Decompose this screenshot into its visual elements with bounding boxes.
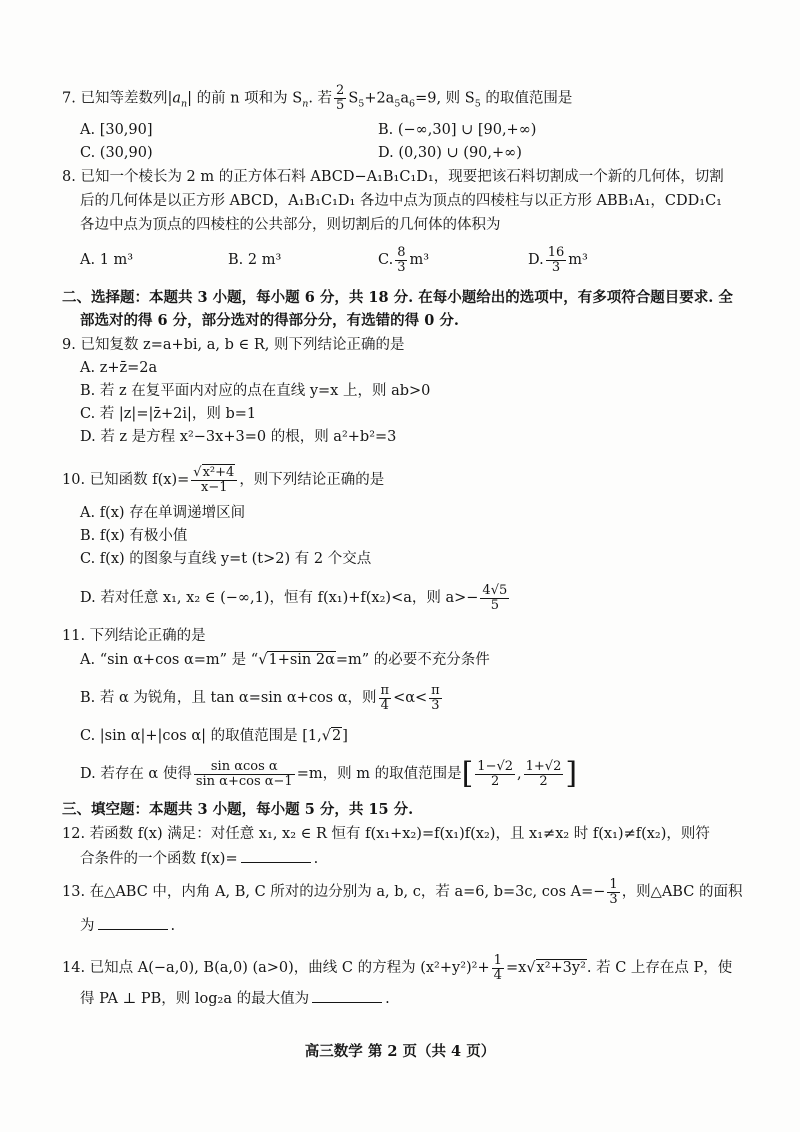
q11-option-a: A. “sin α+cos α=m” 是 “√1+sin 2α=m” 的必要不充分条件 xyxy=(80,652,490,668)
q12-stem-line2: 合条件的一个函数 f(x)= . xyxy=(80,848,318,869)
section3-heading: 三、填空题：本题共 3 小题，每小题 5 分，共 15 分. xyxy=(62,801,414,818)
q10-option-c: C. f(x) 的图象与直线 y=t (t>2) 有 2 个交点 xyxy=(80,551,372,567)
q9-option-b: B. 若 z 在复平面内对应的点在直线 y=x 上，则 ab>0 xyxy=(80,383,431,399)
q10-option-a: A. f(x) 存在单调递增区间 xyxy=(80,505,246,521)
section2-heading: 二、选择题：本题共 3 小题，每小题 6 分，共 18 分. 在每小题给出的选项中，有多项符合题目要求. 全 xyxy=(62,289,733,306)
q11-stem: 11. 下列结论正确的是 xyxy=(62,628,206,644)
q8-stem-line2: 后的几何体是以正方形 ABCD，A₁B₁C₁D₁ 各边中点为顶点的四棱柱与以正方形 ABB₁A₁，CDD₁C₁ xyxy=(80,193,722,209)
q10-option-b: B. f(x) 有极小值 xyxy=(80,528,188,544)
q13-stem-line1: 13. 在△ABC 中，内角 A, B, C 所对的边分别为 a, b, c，若 a=6, b=3c, cos A=− $\frac{1}{3}$ ，则△ABC 的面积 xyxy=(62,876,743,907)
q7-stem: 7. 已知等差数列$|a_n|$ 的前 n 项和为 $S_n$. 若 $\frac{2}{5}$ $S_5+2a_5a_6=9$, 则 $S_5$ 的取值范围是 xyxy=(62,83,573,113)
q7-option-c: C. (30,90) xyxy=(80,145,153,161)
q13-stem-line2: 为 . xyxy=(80,915,175,936)
q8-option-d: D. $\frac{16}{3}$ m³ xyxy=(528,244,588,275)
q8-stem-line3: 各边中点为顶点的四棱柱的公共部分，则切割后的几何体的体积为 xyxy=(80,217,501,233)
q11-option-b: B. 若 α 为锐角，且 tan α=sin α+cos α，则 $\frac{\pi}{4}$ <α< $\frac{\pi}{3}$ xyxy=(80,682,440,713)
q12-stem-line1: 12. 若函数 f(x) 满足：对任意 x₁, x₂ ∈ R 恒有 f(x₁+x₂)=f(x₁)f(x₂)，且 x₁≠x₂ 时 f(x₁)≠f(x₂)，则符 xyxy=(62,826,710,842)
q10-option-d: D. 若对任意 x₁, x₂ ∈ (−∞,1)，恒有 f(x₁)+f(x₂)<a，则 a>− $\frac{4√5}{5}$ xyxy=(80,582,508,613)
q14-answer-blank[interactable] xyxy=(312,988,382,1003)
q9-stem: 9. 已知复数 z=a+bi, a, b ∈ R, 则下列结论正确的是 xyxy=(62,337,405,353)
q12-answer-blank[interactable] xyxy=(241,848,311,863)
q7-option-b: B. (−∞,30] ∪ [90,+∞) xyxy=(378,122,537,138)
q10-stem: 10. 已知函数 f(x)= $\frac{\text{√x²+4}}{x-1}$ ，则下列结论正确的是 xyxy=(62,464,385,495)
q7-fraction: $\frac{2}{5}$ xyxy=(336,83,345,113)
q9-option-c: C. 若 |z|=|z̄+2i|，则 b=1 xyxy=(80,406,257,422)
page-footer: 高三数学 第 2 页（共 4 页） xyxy=(304,1043,496,1060)
q11-option-d: D. 若存在 α 使得 $\frac{\text{sin αcos α}}{\text{sin α+cos α−1}}$ =m，则 m 的取值范围是[ $\frac{1-√2}{2}$ , $\frac{1+√2}{2}$ ] xyxy=(80,756,578,791)
q7-option-d: D. (0,30) ∪ (90,+∞) xyxy=(378,145,522,161)
q8-option-a: A. 1 m³ xyxy=(80,252,134,268)
q8-option-c: C. $\frac{8}{3}$ m³ xyxy=(378,244,430,275)
q7-option-a: A. [30,90] xyxy=(80,122,153,138)
q8-option-b: B. 2 m³ xyxy=(228,252,282,268)
section2-heading-line2: 部选对的得 6 分，部分选对的得部分分，有选错的得 0 分. xyxy=(80,312,459,329)
q14-stem-line1: 14. 已知点 A(−a,0), B(a,0) (a>0)，曲线 C 的方程为 (x²+y²)²+ $\frac{1}{4}$ =x√x²+3y². 若 C 上存在点 P，使 xyxy=(62,952,733,983)
q9-option-d: D. 若 z 是方程 x²−3x+3=0 的根，则 a²+b²=3 xyxy=(80,429,397,445)
q8-stem-line1: 8. 已知一个棱长为 2 m 的正方体石料 ABCD−A₁B₁C₁D₁，现要把该石料切割成一个新的几何体，切割 xyxy=(62,169,724,185)
q13-answer-blank[interactable] xyxy=(98,915,168,930)
q14-stem-line2: 得 PA ⊥ PB，则 log₂a 的最大值为 . xyxy=(80,988,390,1009)
q9-option-a: A. z+z̄=2a xyxy=(80,360,158,376)
q11-option-c: C. |sin α|+|cos α| 的取值范围是 [1,√2] xyxy=(80,728,348,744)
